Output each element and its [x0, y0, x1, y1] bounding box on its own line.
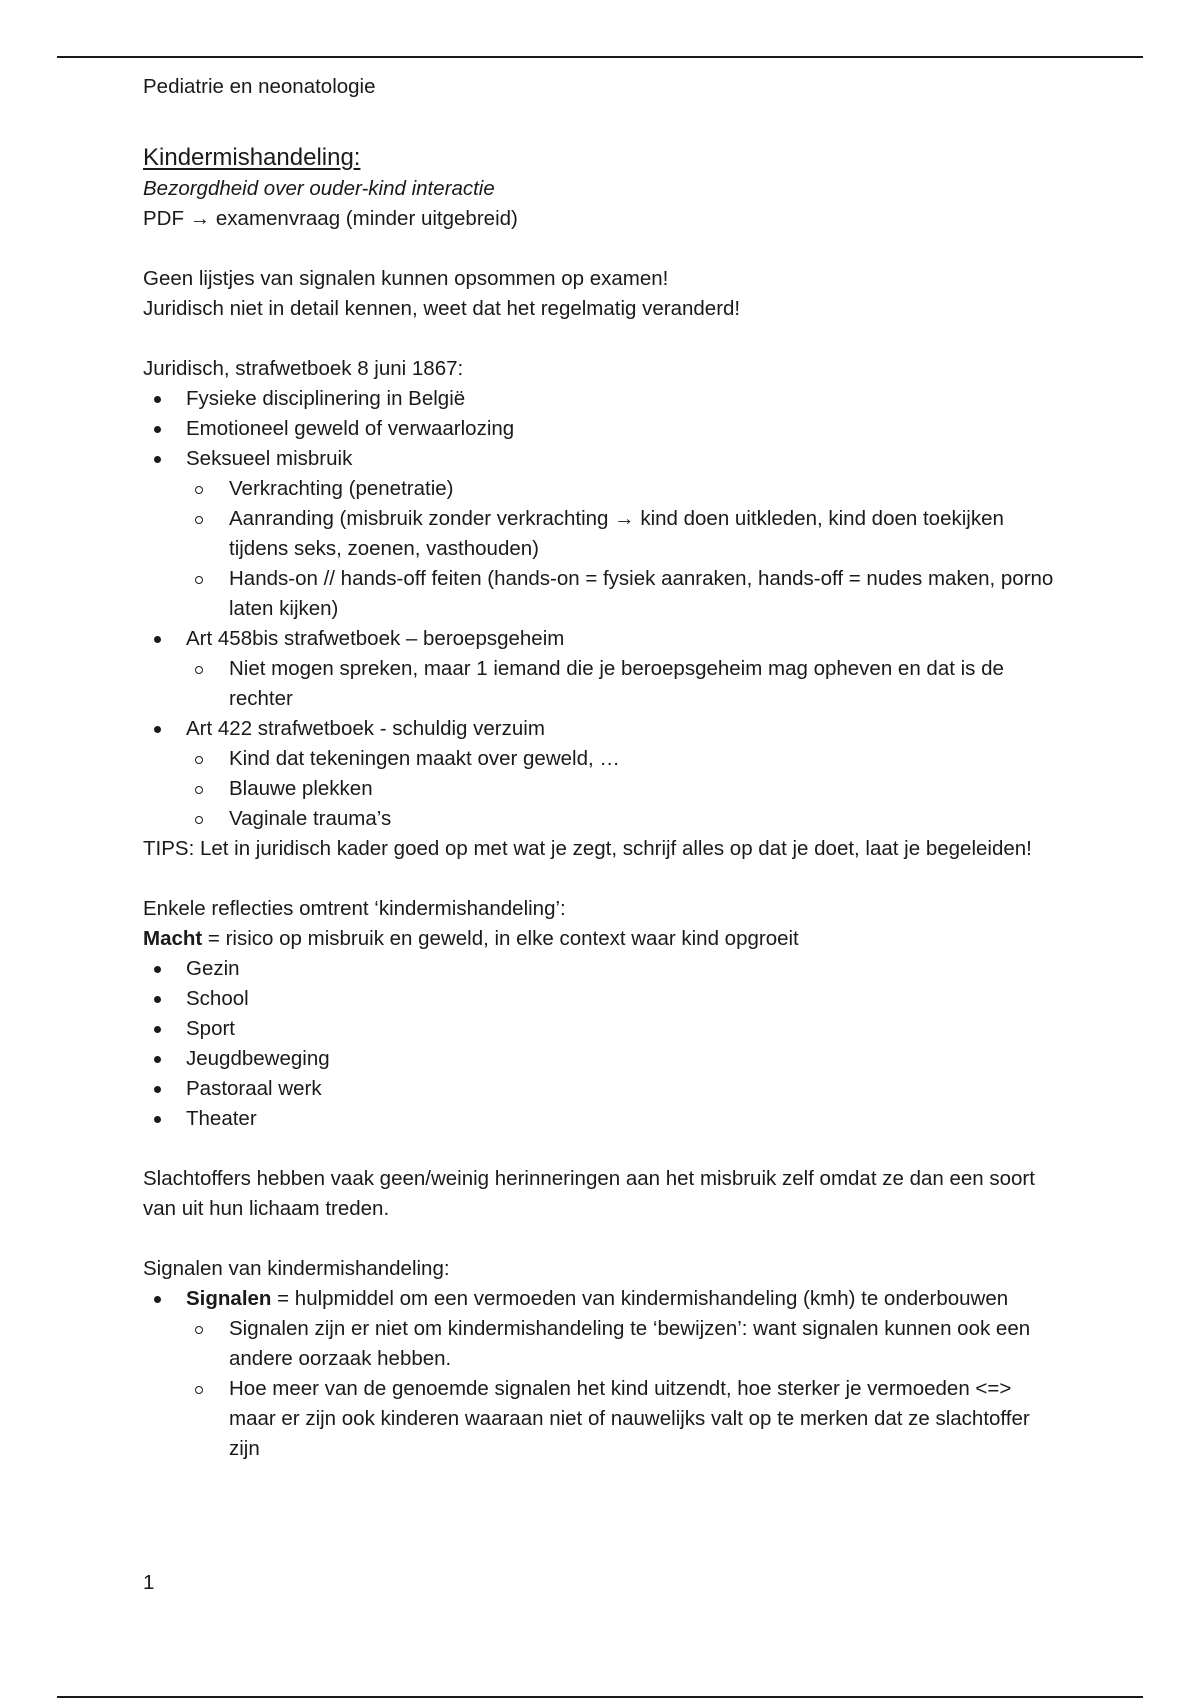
sub-list-item: Vaginale trauma’s: [186, 804, 1063, 834]
list-item: School: [143, 984, 1063, 1014]
signals-heading: Signalen van kindermishandeling:: [143, 1257, 450, 1280]
victims-paragraph: Slachtoffers hebben vaak geen/weinig herinneringen aan het misbruik zelf omdat ze dan een soort van uit hun lichaam treden.: [143, 1167, 1035, 1220]
document-page: [143, 72, 1063, 1464]
list-item: Art 422 strafwetboek - schuldig verzuim Kind dat tekeningen maakt over geweld, … Blauwe plekken Vaginale trauma’s: [143, 714, 1063, 834]
sub-list-item: Hands-on // hands-off feiten (hands-on = fysiek aanraken, hands-off = nudes maken, porno laten kijken): [186, 564, 1063, 624]
exam-note: Juridisch niet in detail kennen, weet dat het regelmatig veranderd!: [143, 297, 741, 320]
signals-list: [143, 1284, 1063, 1464]
sub-list-item: Aanranding (misbruik zonder verkrachting → kind doen uitkleden, kind doen toekijken tijdens seks, zoenen, vasthouden): [186, 504, 1063, 564]
sub-list-item: Verkrachting (penetratie): [186, 474, 1063, 504]
tips-text: TIPS: Let in juridisch kader goed op met wat je zegt, schrijf alles op dat je doet, laat je begeleiden!: [143, 837, 1032, 860]
list-item: Sport: [143, 1014, 1063, 1044]
section-subtitle: Bezorgdheid over ouder-kind interactie: [143, 177, 495, 200]
power-definition: Macht = risico op misbruik en geweld, in elke context waar kind opgroeit: [143, 927, 799, 950]
pdf-note: PDF → examenvraag (minder uitgebreid): [143, 207, 518, 230]
list-item: Fysieke disciplinering in België: [143, 384, 1063, 414]
legal-heading: Juridisch, strafwetboek 8 juni 1867:: [143, 357, 464, 380]
list-item: Theater: [143, 1104, 1063, 1134]
legal-list: [143, 384, 1063, 834]
list-item: Art 458bis strafwetboek – beroepsgeheim Niet mogen spreken, maar 1 iemand die je beroepsgeheim mag opheven en dat is de rechter: [143, 624, 1063, 714]
page-header: Pediatrie en neonatologie: [143, 75, 376, 98]
list-item: Emotioneel geweld of verwaarlozing: [143, 414, 1063, 444]
section-title: Kindermishandeling:: [143, 144, 361, 171]
list-item: Gezin: [143, 954, 1063, 984]
list-item: Signalen = hulpmiddel om een vermoeden van kindermishandeling (kmh) te onderbouwen Signalen zijn er niet om kindermishandeling te ‘bewijzen’: want signalen kunnen ook een andere oorzaak hebben. Hoe meer van de genoemde signalen het kind uitzendt, hoe sterker je vermoeden <=> maar er zijn ook kinderen waaraan niet of nauwelijks valt op te merken dat ze slachtoffer zijn: [143, 1284, 1063, 1464]
sub-list-item: Blauwe plekken: [186, 774, 1063, 804]
exam-note: Geen lijstjes van signalen kunnen opsommen op examen!: [143, 267, 669, 290]
sub-list-item: Signalen zijn er niet om kindermishandeling te ‘bewijzen’: want signalen kunnen ook een andere oorzaak hebben.: [186, 1314, 1063, 1374]
sub-list-item: Kind dat tekeningen maakt over geweld, …: [186, 744, 1063, 774]
context-list: [143, 954, 1063, 1134]
sub-list: [186, 474, 1063, 624]
list-item: Seksueel misbruik Verkrachting (penetratie) Aanranding (misbruik zonder verkrachting → kind doen uitkleden, kind doen toekijken tijdens seks, zoenen, vasthouden) Hands-on // hands-off feiten (hands-on = fysiek aanraken, hands-off = nudes maken, porno laten kijken): [143, 444, 1063, 624]
sub-list-item: Hoe meer van de genoemde signalen het kind uitzendt, hoe sterker je vermoeden <=> maar er zijn ook kinderen waaraan niet of nauwelijks valt op te merken dat ze slachtoffer zijn: [186, 1374, 1063, 1464]
sub-list: [186, 744, 1063, 834]
sub-list-item: Niet mogen spreken, maar 1 iemand die je beroepsgeheim mag opheven en dat is de rechter: [186, 654, 1063, 714]
bottom-rule: [57, 1696, 1143, 1698]
sub-list: [186, 654, 1063, 714]
list-item: Jeugdbeweging: [143, 1044, 1063, 1074]
reflections-heading: Enkele reflecties omtrent ‘kindermishandeling’:: [143, 897, 566, 920]
top-rule: [57, 56, 1143, 58]
list-item: Pastoraal werk: [143, 1074, 1063, 1104]
sub-list: [186, 1314, 1063, 1464]
page-number: 1: [143, 1571, 155, 1594]
